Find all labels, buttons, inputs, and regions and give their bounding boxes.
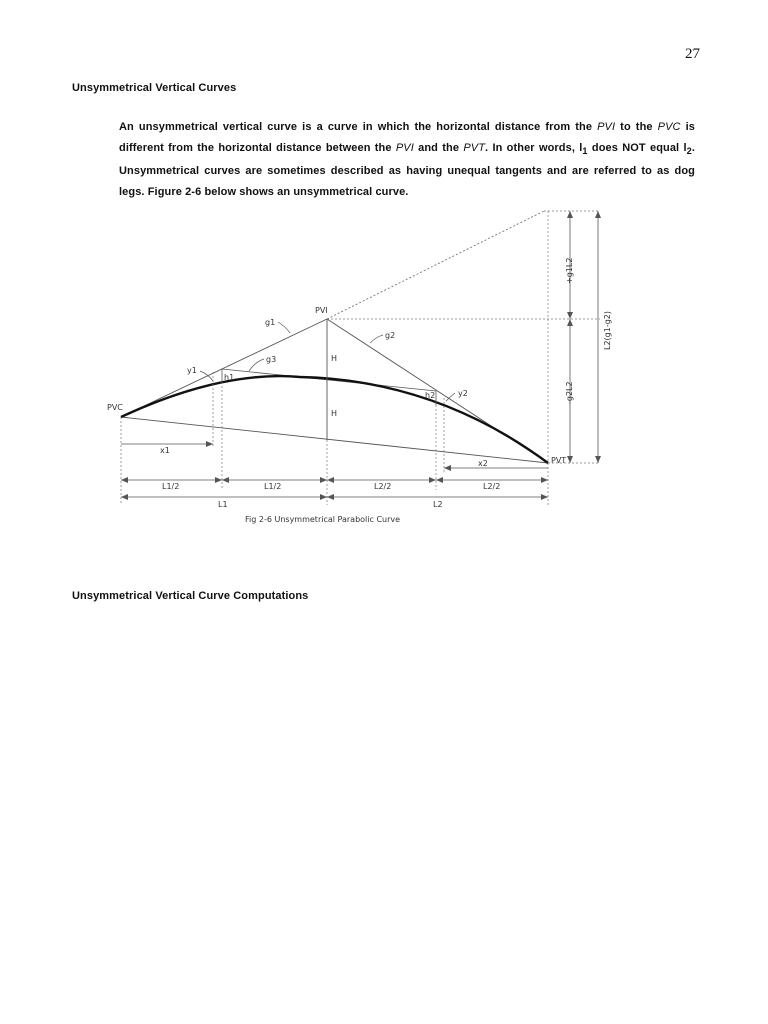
arrow-half-1l bbox=[121, 477, 128, 483]
para-sub-1: 1 bbox=[582, 145, 588, 156]
arrow-half-2l bbox=[222, 477, 229, 483]
label-h-upper: H bbox=[331, 354, 338, 363]
label-pvt: PVT bbox=[551, 456, 567, 465]
para-text-2: to the bbox=[615, 121, 658, 133]
arrow-half-3l bbox=[327, 477, 334, 483]
para-text-7: . Unsymmetrical curves are sometimes described as having unequal tangents and are referred to as dog legs. Figure 2-6 below shows an unsymmetrical curve. bbox=[119, 141, 695, 198]
para-text-4: and the bbox=[413, 141, 464, 154]
arrow-x2 bbox=[444, 465, 451, 471]
label-l1-half-a: L1/2 bbox=[162, 482, 180, 491]
label-h2: h2 bbox=[425, 391, 436, 400]
para-term-pvt: PVT bbox=[463, 141, 486, 154]
label-pvi: PVI bbox=[315, 306, 328, 315]
para-text-1: An unsymmetrical vertical curve is a curve in which the horizontal distance from the bbox=[119, 121, 598, 133]
arrow-g1l2-bottom bbox=[567, 312, 573, 319]
g1-extension bbox=[327, 211, 544, 319]
arrow-half-4r bbox=[541, 477, 548, 483]
arrow-l2-top bbox=[595, 211, 601, 218]
arrow-g1l2-top bbox=[567, 211, 573, 218]
tangent-g3 bbox=[222, 369, 436, 391]
arrow-l1-right bbox=[320, 494, 327, 500]
label-l1: L1 bbox=[218, 500, 228, 509]
arrow-half-4l bbox=[436, 477, 443, 483]
arrow-l2-right bbox=[541, 494, 548, 500]
arrow-g2l2-top bbox=[567, 319, 573, 326]
arrow-g2l2-bottom bbox=[567, 456, 573, 463]
para-text-6: does NOT equal l bbox=[587, 141, 687, 154]
figure-caption: Fig 2-6 Unsymmetrical Parabolic Curve bbox=[245, 515, 401, 524]
label-minus-g2l2: -g2L2 bbox=[565, 381, 574, 404]
label-h1: h1 bbox=[224, 373, 235, 382]
arrow-l2-bottom bbox=[595, 456, 601, 463]
label-l2-half-a: L2/2 bbox=[374, 482, 392, 491]
label-y2: y2 bbox=[458, 389, 468, 398]
g1-leader bbox=[278, 322, 290, 333]
arrow-x1 bbox=[206, 441, 213, 447]
para-term-pvc: PVC bbox=[657, 121, 681, 133]
label-l2-half-b: L2/2 bbox=[483, 482, 501, 491]
label-y1: y1 bbox=[187, 366, 197, 375]
page-number: 27 bbox=[685, 46, 700, 62]
label-l1-half-b: L1/2 bbox=[264, 482, 282, 491]
para-term-pvi-2: PVI bbox=[395, 141, 414, 154]
arrow-half-3r bbox=[429, 477, 436, 483]
label-g2: g2 bbox=[385, 331, 396, 340]
label-g1: g1 bbox=[265, 318, 276, 327]
label-pvc: PVC bbox=[107, 403, 123, 412]
label-plus-g1l2: +g1L2 bbox=[565, 257, 574, 284]
label-x2: x2 bbox=[478, 459, 488, 468]
label-g3: g3 bbox=[266, 355, 277, 364]
label-l2: L2 bbox=[433, 500, 443, 509]
arrow-half-2r bbox=[320, 477, 327, 483]
section-heading: Unsymmetrical Vertical Curves bbox=[72, 82, 237, 94]
parabolic-curve bbox=[121, 376, 548, 463]
label-h-lower: H bbox=[331, 409, 338, 418]
tangent-g1 bbox=[121, 319, 327, 417]
para-text-3: is different from the horizontal distance between the bbox=[119, 121, 695, 154]
subsection-heading: Unsymmetrical Vertical Curve Computations bbox=[72, 590, 309, 602]
para-term-pvi: PVI bbox=[597, 121, 616, 133]
label-l2-g1-g2: L2(g1-g2) bbox=[603, 310, 612, 350]
arrow-l1-left bbox=[121, 494, 128, 500]
label-x1: x1 bbox=[160, 446, 170, 455]
arrow-half-1r bbox=[215, 477, 222, 483]
para-sub-2: 2 bbox=[686, 145, 692, 156]
g2-leader bbox=[370, 335, 383, 343]
arrow-l2-left bbox=[327, 494, 334, 500]
g3-leader bbox=[249, 359, 264, 371]
para-text-5: . In other words, l bbox=[485, 141, 583, 154]
